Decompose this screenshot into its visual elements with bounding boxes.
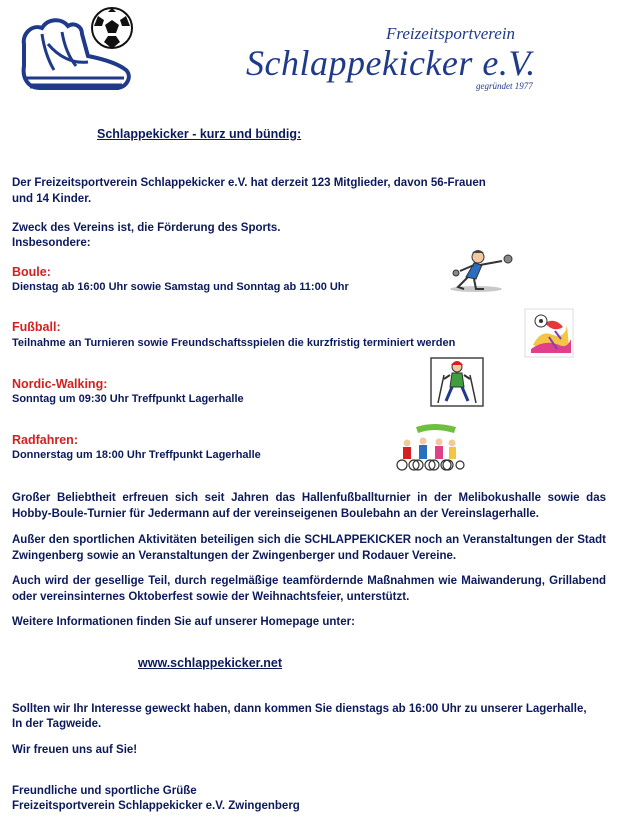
paragraph-events: Außer den sportlichen Aktivitäten beteiligen sich die SCHLAPPEKICKER noch an Veranstaltungen der Stadt Zwingenberg sowie an Veranstaltungen der Zwingenberger und Rodauer Vereine. (12, 534, 606, 562)
shoe-and-football-icon (18, 4, 136, 96)
cyclists-group-icon (394, 421, 464, 473)
purpose-line-1: Zweck des Vereins ist, die Förderung des Sports. (12, 222, 281, 234)
intro-line-2: und 14 Kinder. (12, 193, 92, 205)
closing-line-1: Freundliche und sportliche Grüße (12, 785, 197, 797)
football-player-icon (525, 309, 573, 357)
sport-desc-nordic-walking: Sonntag um 09:30 Uhr Treffpunkt Lagerhalle (12, 393, 244, 405)
sport-title-football: Fußball: (12, 320, 61, 334)
purpose-line-2: Insbesondere: (12, 237, 91, 249)
sport-title-cycling: Radfahren: (12, 433, 78, 447)
paragraph-tournament: Großer Beliebtheit erfreuen sich seit Jahren das Hallenfußballturnier in der Melibokushalle sowie das Hobby-Boule-Turnier für Jedermann auf der vereinseigenen Boulebahn an der Vereinslagerhalle. (12, 492, 606, 520)
closing-line-2: Freizeitsportverein Schlappekicker e.V. Zwingenberg (12, 800, 300, 812)
page-title: Schlappekicker - kurz und bündig: (97, 127, 302, 141)
sport-desc-cycling: Donnerstag um 18:00 Uhr Treffpunkt Lagerhalle (12, 449, 261, 461)
nordic-walker-icon (430, 357, 484, 407)
sport-desc-boule: Dienstag ab 16:00 Uhr sowie Samstag und Sonntag ab 11:00 Uhr (12, 281, 349, 293)
sport-desc-football: Teilnahme an Turnieren sowie Freundschaftsspielen die kurzfristig terminiert werden (12, 337, 456, 349)
paragraph-more-info: Weitere Informationen finden Sie auf unserer Homepage unter: (12, 616, 355, 628)
founded-note: gegründet 1977 (476, 81, 533, 91)
sport-title-boule: Boule: (12, 265, 51, 279)
org-name: Schlappekicker e.V. (246, 43, 536, 83)
invitation-line-1: Sollten wir Ihr Interesse geweckt haben, dann kommen Sie dienstags ab 16:00 Uhr zu unserer Lagerhalle, (12, 703, 587, 715)
intro-line-1: Der Freizeitsportverein Schlappekicker e.V. hat derzeit 123 Mitglieder, davon 56-Frauen (12, 177, 486, 189)
org-prefix: Freizeitsportverein (386, 24, 516, 43)
invitation-line-2: In der Tagweide. (12, 718, 102, 730)
looking-forward: Wir freuen uns auf Sie! (12, 744, 138, 756)
sport-title-nordic-walking: Nordic-Walking: (12, 377, 108, 391)
homepage-link[interactable]: www.schlappekicker.net (138, 656, 283, 670)
paragraph-social: Auch wird der gesellige Teil, durch regelmäßige teamfördernde Maßnahmen wie Maiwanderung, Grillabend oder vereinsinternes Oktoberfest sowie der Weihnachtsfeier, unterstützt. (12, 575, 606, 603)
boule-player-icon (446, 249, 518, 293)
